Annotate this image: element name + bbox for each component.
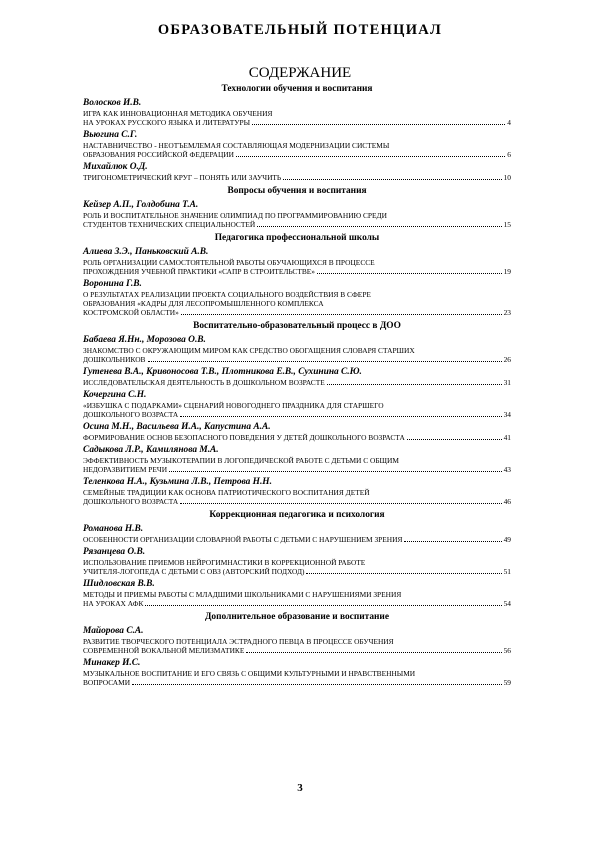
entry-page-number[interactable]: 43 [503, 465, 511, 474]
toc-entry[interactable] [83, 422, 511, 442]
entry-page-number[interactable]: 10 [503, 173, 511, 182]
entry-title-line: ФОРМИРОВАНИЕ ОСНОВ БЕЗОПАСНОГО ПОВЕДЕНИЯ У ДЕТЕЙ ДОШКОЛЬНОГО ВОЗРАСТА [83, 433, 405, 442]
contents-heading: СОДЕРЖАНИЕ [248, 65, 352, 81]
toc-entry[interactable] [83, 477, 511, 506]
entry-title-last-line [83, 410, 511, 419]
section-title: Педагогика профессиональной школы [214, 233, 380, 243]
page-number: 3 [297, 782, 303, 794]
section-title: Воспитательно-образовательный процесс в ДОО [193, 321, 401, 331]
entry-authors: Майорова С.А. [83, 626, 144, 636]
toc-entry[interactable] [83, 626, 511, 655]
entry-title-line: СОВРЕМЕННОЙ ВОКАЛЬНОЙ МЕЛИЗМАТИКЕ [83, 646, 245, 655]
entry-title-last-line [83, 465, 511, 474]
entry-title-line: ВОПРОСАМИ [83, 678, 131, 687]
entry-title-last-line [83, 497, 511, 506]
entry-page-number[interactable]: 4 [507, 118, 511, 127]
dot-leader [327, 383, 502, 385]
dot-leader [283, 178, 501, 180]
entry-authors: Садыкова Л.Р., Камилянова М.А. [83, 445, 219, 455]
entry-authors: Воронина Г.В. [83, 279, 142, 289]
entry-title-line: ДОШКОЛЬНОГО ВОЗРАСТА [83, 497, 179, 506]
entry-title-last-line [83, 646, 511, 655]
entry-title-line: ИСПОЛЬЗОВАНИЕ ПРИЕМОВ НЕЙРОГИМНАСТИКИ В КОРРЕКЦИОННОЙ РАБОТЕ [83, 558, 366, 567]
entry-authors: Волосков И.В. [83, 98, 142, 108]
entry-title-line: НА УРОКАХ АФК [83, 599, 144, 608]
section-title: Вопросы обучения и воспитания [227, 186, 367, 196]
entry-title-line: ОБРАЗОВАНИЯ РОССИЙСКОЙ ФЕДЕРАЦИИ [83, 150, 234, 159]
toc-entry[interactable] [83, 162, 511, 182]
dot-leader [145, 604, 501, 606]
entry-page-number[interactable]: 56 [503, 646, 511, 655]
section-title: Дополнительное образование и воспитание [204, 612, 389, 622]
entry-title-last-line [83, 173, 511, 182]
entry-title-line: ИГРА КАК ИННОВАЦИОННАЯ МЕТОДИКА ОБУЧЕНИЯ [83, 109, 273, 118]
entry-title-last-line [83, 535, 511, 544]
entry-authors: Романова Н.В. [83, 524, 144, 534]
entry-title-line: ЭФФЕКТИВНОСТЬ МУЗЫКОТЕРАПИИ В ЛОГОПЕДИЧЕСКОЙ РАБОТЕ С ДЕТЬМИ С ОБЩИМ [83, 456, 399, 465]
entry-title-line: ДОШКОЛЬНОГО ВОЗРАСТА [83, 410, 179, 419]
toc-entry[interactable] [83, 579, 511, 608]
entry-title-last-line [83, 599, 511, 608]
entry-title-line: «ИЗБУШКА С ПОДАРКАМИ» СЦЕНАРИЙ НОВОГОДНЕГО ПРАЗДНИКА ДЛЯ СТАРШЕГО [83, 401, 384, 410]
entry-authors: Кочергина С.Н. [83, 390, 147, 400]
journal-title: ОБРАЗОВАТЕЛЬНЫЙ ПОТЕНЦИАЛ [157, 22, 443, 38]
entry-title-line: НЕДОРАЗВИТИЕМ РЕЧИ [83, 465, 168, 474]
toc-entry[interactable] [83, 658, 511, 687]
entry-title-line: НА УРОКАХ РУССКОГО ЯЗЫКА И ЛИТЕРАТУРЫ [83, 118, 251, 127]
entry-title-line: НАСТАВНИЧЕСТВО - НЕОТЪЕМЛЕМАЯ СОСТАВЛЯЮЩАЯ МОДЕРНИЗАЦИИ СИСТЕМЫ [83, 141, 390, 150]
entry-title-last-line [83, 433, 511, 442]
entry-title-line: РОЛЬ И ВОСПИТАТЕЛЬНОЕ ЗНАЧЕНИЕ ОЛИМПИАД ПО ПРОГРАММИРОВАНИЮ СРЕДИ [83, 211, 387, 220]
dot-leader [306, 572, 501, 574]
entry-page-number[interactable]: 15 [503, 220, 511, 229]
entry-title-last-line [83, 150, 511, 159]
dot-leader [317, 272, 502, 274]
toc-entry[interactable] [83, 130, 511, 159]
dot-leader [181, 313, 502, 315]
entry-title-last-line [83, 567, 511, 576]
entry-title-last-line [83, 308, 511, 317]
entry-page-number[interactable]: 23 [503, 308, 511, 317]
toc-entry[interactable] [83, 367, 511, 387]
toc-entry[interactable] [83, 335, 511, 364]
entry-authors: Рязанцева О.В. [83, 547, 146, 557]
entry-page-number[interactable]: 31 [503, 378, 511, 387]
entry-title-last-line [83, 378, 511, 387]
dot-leader [404, 540, 501, 542]
entry-authors: Шидловская В.В. [83, 579, 155, 589]
entry-title-line: ПРОХОЖДЕНИЯ УЧЕБНОЙ ПРАКТИКИ «САПР В СТРОИТЕЛЬСТВЕ» [83, 267, 316, 276]
entry-authors: Вьюгина С.Г. [83, 130, 138, 140]
toc-entry[interactable] [83, 547, 511, 576]
entry-title-line: МЕТОДЫ И ПРИЕМЫ РАБОТЫ С МЛАДШИМИ ШКОЛЬНИКАМИ С НАРУШЕНИЯМИ ЗРЕНИЯ [83, 590, 402, 599]
entry-title-last-line [83, 267, 511, 276]
entry-authors: Минакер И.С. [83, 658, 141, 668]
entry-title-line: О РЕЗУЛЬТАТАХ РЕАЛИЗАЦИИ ПРОЕКТА СОЦИАЛЬНОГО ВОЗДЕЙСТВИЯ В СФЕРЕ [83, 290, 371, 299]
entry-authors: Осина М.Н., Васильева И.А., Капустина А.А. [83, 422, 271, 432]
section-title: Технологии обучения и воспитания [221, 84, 373, 94]
entry-page-number[interactable]: 49 [503, 535, 511, 544]
entry-page-number[interactable]: 51 [503, 567, 511, 576]
entry-title-line: ОБРАЗОВАНИЯ «КАДРЫ ДЛЯ ЛЕСОПРОМЫШЛЕННОГО КОМПЛЕКСА [83, 299, 324, 308]
dot-leader [180, 502, 501, 504]
entry-authors: Бабаева Я.Нн., Морозова О.В. [83, 335, 206, 345]
entry-title-line: ЗНАКОМСТВО С ОКРУЖАЮЩИМ МИРОМ КАК СРЕДСТВО ОБОГАЩЕНИЯ СЛОВАРЯ СТАРШИХ [83, 346, 415, 355]
toc-entry[interactable] [83, 390, 511, 419]
section-title: Коррекционная педагогика и психология [209, 510, 385, 520]
dot-leader [132, 683, 502, 685]
dot-leader [257, 225, 501, 227]
entry-page-number[interactable]: 19 [503, 267, 511, 276]
entry-page-number[interactable]: 54 [503, 599, 511, 608]
entry-title-line: РАЗВИТИЕ ТВОРЧЕСКОГО ПОТЕНЦИАЛА ЭСТРАДНОГО ПЕВЦА В ПРОЦЕССЕ ОБУЧЕНИЯ [83, 637, 394, 646]
entry-title-line: МУЗЫКАЛЬНОЕ ВОСПИТАНИЕ И ЕГО СВЯЗЬ С ОБЩИМИ КУЛЬТУРНЫМИ И НРАВСТВЕННЫМИ [83, 669, 416, 678]
entry-authors: Кейзер А.П., Голдобина Т.А. [83, 200, 199, 210]
entry-title-line: КОСТРОМСКОЙ ОБЛАСТИ» [83, 308, 179, 317]
entry-authors: Михайлюк О.Д. [83, 162, 148, 172]
dot-leader [180, 415, 501, 417]
entry-title-last-line [83, 118, 511, 127]
toc-entry[interactable] [83, 200, 511, 229]
entry-title-line: ТРИГОНОМЕТРИЧЕСКИЙ КРУГ – ПОНЯТЬ ИЛИ ЗАУЧИТЬ [83, 173, 282, 182]
entry-title-line: ДОШКОЛЬНИКОВ [83, 355, 146, 364]
entry-page-number[interactable]: 59 [503, 678, 511, 687]
entry-page-number[interactable]: 34 [503, 410, 511, 419]
toc-entry[interactable] [83, 445, 511, 474]
toc-entry[interactable] [83, 247, 511, 276]
toc-entry[interactable] [83, 98, 511, 127]
table-of-contents [83, 84, 511, 690]
dot-leader [252, 123, 505, 125]
entry-title-last-line [83, 678, 511, 687]
entry-title-last-line [83, 355, 511, 364]
entry-page-number[interactable]: 26 [503, 355, 511, 364]
entry-title-line: УЧИТЕЛЯ-ЛОГОПЕДА С ДЕТЬМИ С ОВЗ (АВТОРСКИЙ ПОДХОД) [83, 567, 305, 576]
dot-leader [148, 360, 502, 362]
entry-page-number[interactable]: 6 [507, 150, 511, 159]
toc-entry[interactable] [83, 279, 511, 317]
entry-title-line: РОЛЬ ОРГАНИЗАЦИИ САМОСТОЯТЕЛЬНОЙ РАБОТЫ ОБУЧАЮЩИХСЯ В ПРОЦЕССЕ [83, 258, 375, 267]
toc-entry[interactable] [83, 524, 511, 544]
dot-leader [246, 651, 501, 653]
dot-leader [407, 438, 502, 440]
entry-authors: Гутенева В.А., Кривоносова Т.В., Плотникова Е.В., Сухинина С.Ю. [83, 367, 362, 377]
entry-page-number[interactable]: 41 [503, 433, 511, 442]
dot-leader [169, 470, 502, 472]
entry-title-line: СТУДЕНТОВ ТЕХНИЧЕСКИХ СПЕЦИАЛЬНОСТЕЙ [83, 220, 256, 229]
entry-page-number[interactable]: 46 [503, 497, 511, 506]
entry-title-last-line [83, 220, 511, 229]
entry-title-line: ИССЛЕДОВАТЕЛЬСКАЯ ДЕЯТЕЛЬНОСТЬ В ДОШКОЛЬНОМ ВОЗРАСТЕ [83, 378, 325, 387]
entry-authors: Теленкова Н.А., Кузьмина Л.В., Петрова Н.Н. [83, 477, 272, 487]
entry-title-line: ОСОБЕННОСТИ ОРГАНИЗАЦИИ СЛОВАРНОЙ РАБОТЫ С ДЕТЬМИ С НАРУШЕНИЕМ ЗРЕНИЯ [83, 535, 403, 544]
dot-leader [236, 155, 505, 157]
entry-title-line: СЕМЕЙНЫЕ ТРАДИЦИИ КАК ОСНОВА ПАТРИОТИЧЕСКОГО ВОСПИТАНИЯ ДЕТЕЙ [83, 488, 370, 497]
entry-authors: Алиева З.Э., Паньковский А.В. [83, 247, 209, 257]
